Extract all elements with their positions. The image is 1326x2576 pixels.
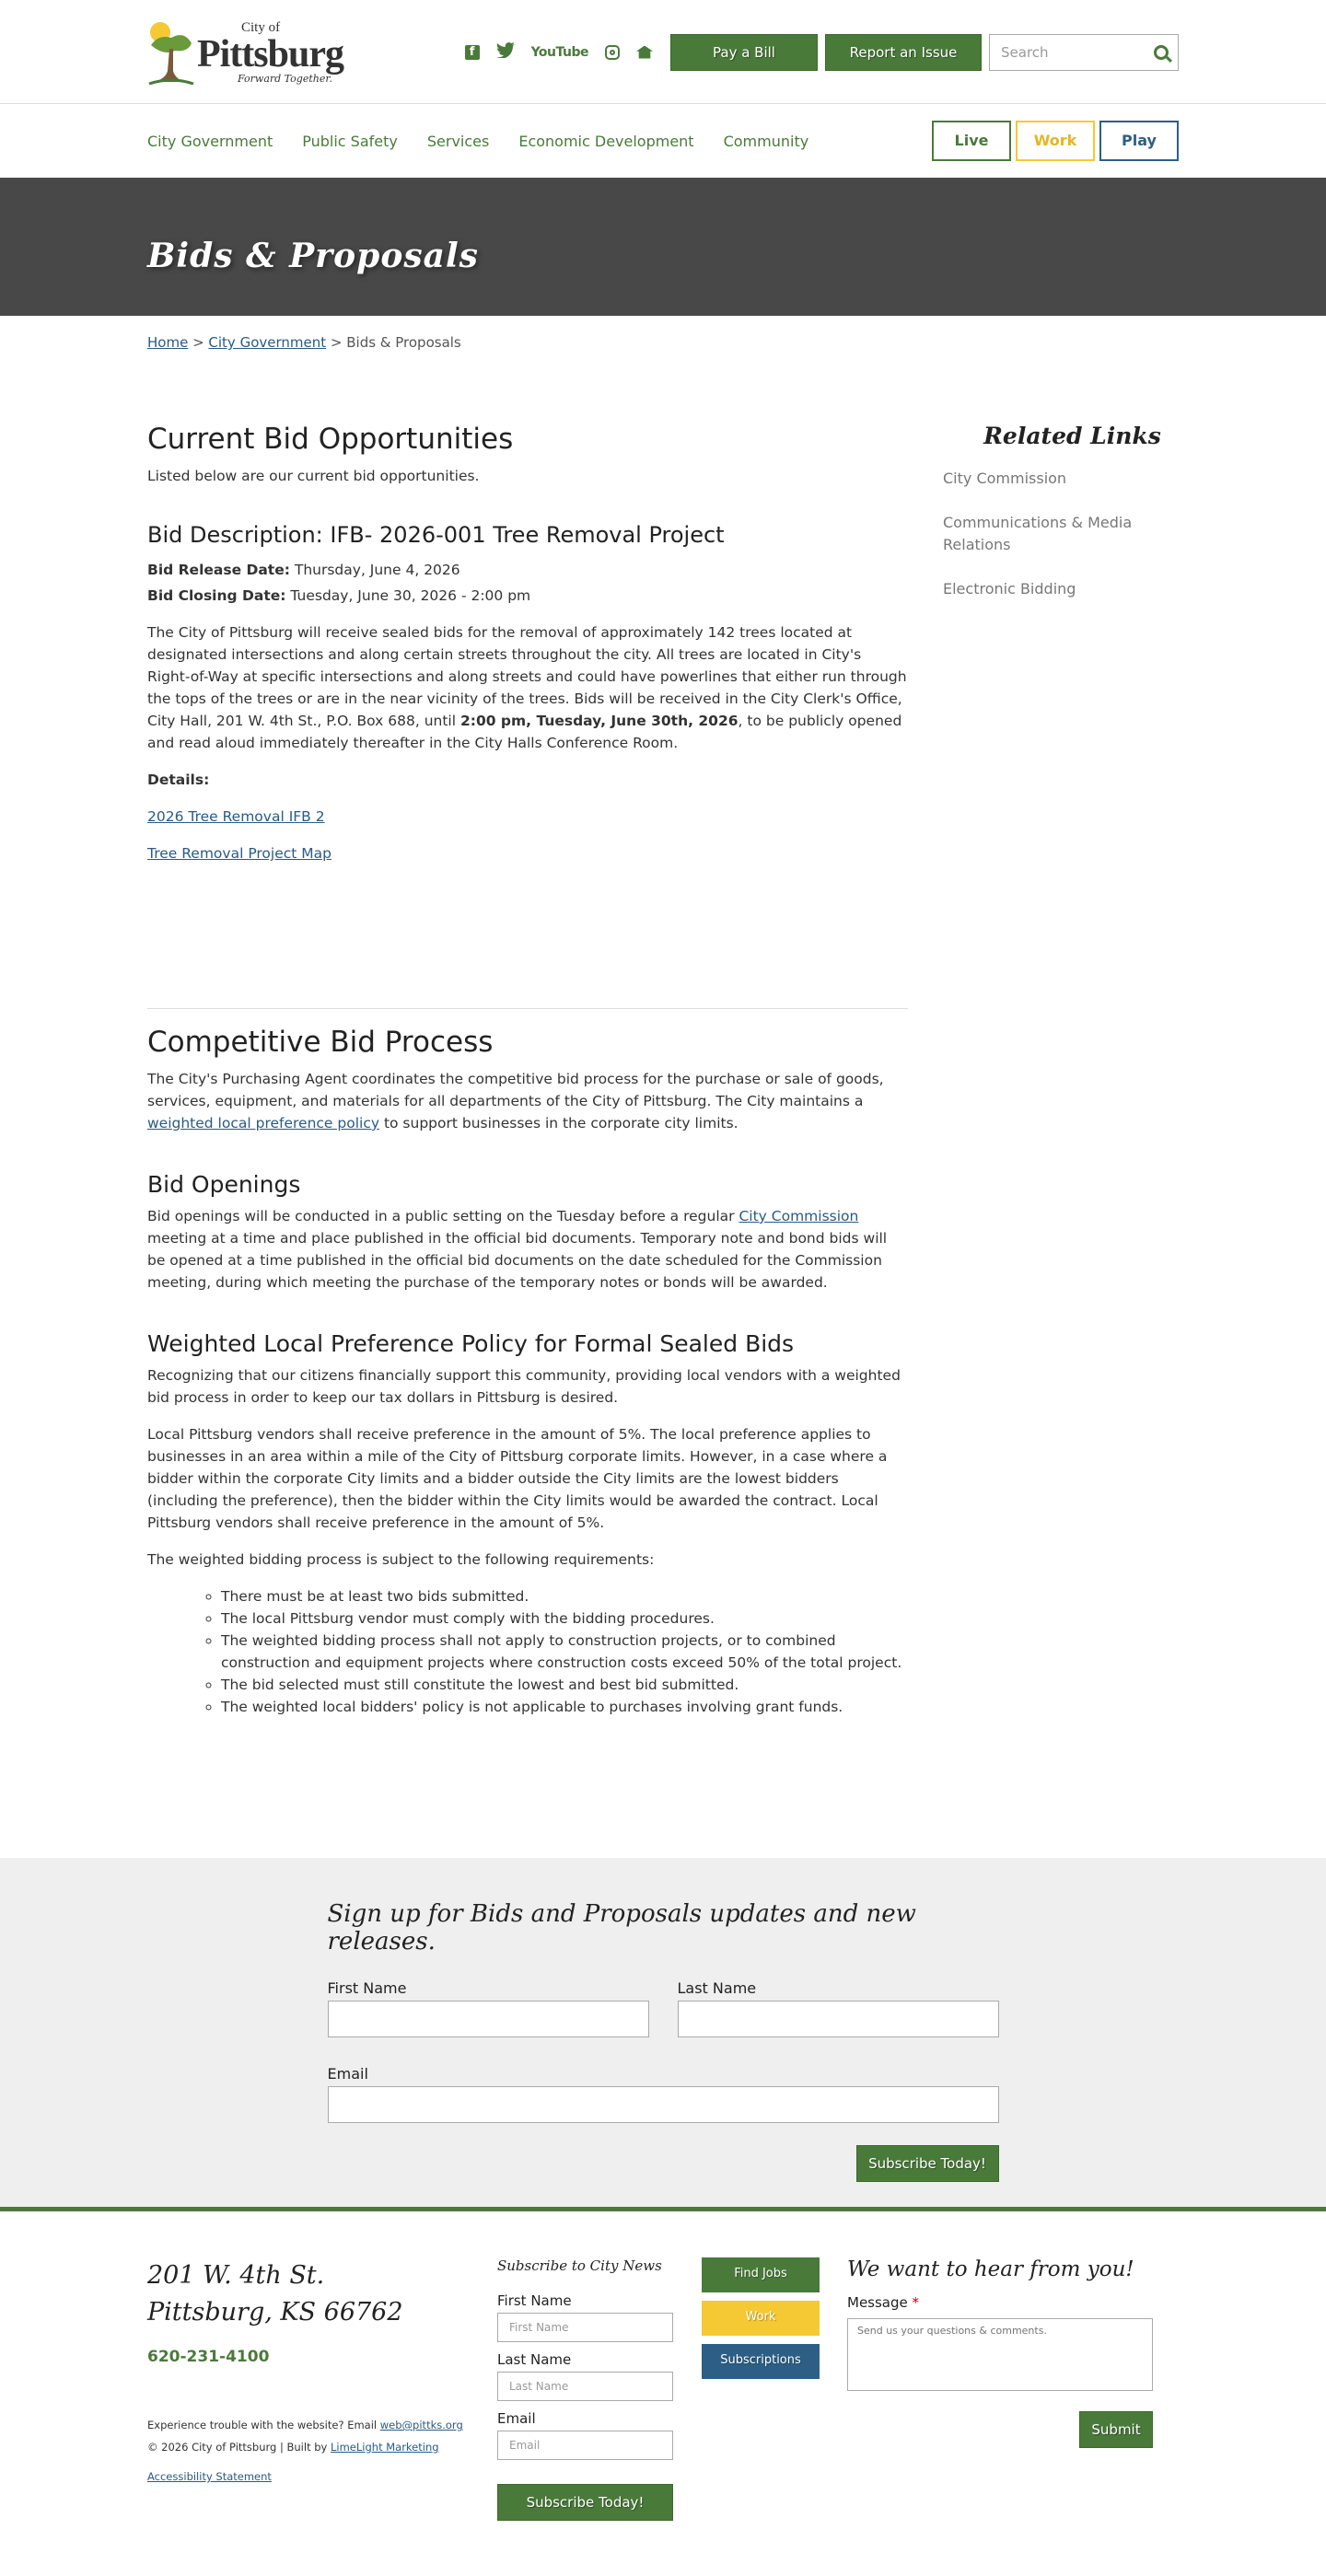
address-line: 201 W. 4th St. [147,2261,325,2290]
bid-release-date [147,559,908,581]
last-name-input[interactable] [678,2001,999,2037]
nextdoor-icon[interactable] [636,46,653,59]
main-area [147,423,1179,1733]
email-group [328,2065,999,2123]
related-links-sidebar [943,423,1179,1733]
footer-work-button[interactable]: Work [702,2301,820,2336]
nav-item-public-safety[interactable]: Public Safety [302,132,398,150]
details-label [147,769,908,791]
weighted-intro: Recognizing that our citizens financially support this community, providing local vendors with a weighted bid process in order to keep our tax dollars in Pittsburg is desired. [147,1367,901,1406]
release-value: Thursday, June 4, 2026 [289,562,460,578]
requirements-list [221,1585,908,1718]
openings-body [147,1205,908,1294]
subscribe-button[interactable]: Subscribe Today! [856,2145,999,2182]
footer-email-label: Email [497,2410,536,2427]
first-name-input[interactable] [328,2001,649,2037]
related-links-title: Related Links [983,423,1161,449]
search-box [989,34,1179,71]
signup-section [0,1858,1326,2211]
footer-legal [147,2414,497,2488]
list-item: ◦ The local Pittsburg vendor must comply with the bidding procedures. [221,1607,908,1630]
current-bids-heading: Current Bid Opportunities [147,423,514,456]
list-item: ◦ There must be at least two bids submitted. [221,1585,908,1607]
bid-deadline: 2:00 pm, Tuesday, June 30th, 2026 [459,713,739,729]
phone-number[interactable]: 620-231-4100 [147,2348,270,2366]
accessibility-link[interactable]: Accessibility Statement [147,2470,272,2483]
work-button[interactable]: Work [1016,121,1095,161]
report-issue-button[interactable]: Report an Issue [825,34,982,71]
weighted-detail: Local Pittsburg vendors shall receive preference in the amount of 5%. The local preference applies to businesses in an area within a mile of the City of Pittsburg corporate limits. However, in a case where a bidder within the corporate City limits and a bidder outside the City limits are the lowest bidders (including the preference), then the bidder within the City limits would be awarded the contract. Local Pittsburg vendors shall receive preference in the amount of 5%. [147,1426,888,1531]
nav-item-community[interactable]: Community [723,132,809,150]
site-footer [0,2211,1326,2572]
bid-body-text: , to be publicly opened and read aloud immediately thereafter in the City Halls Conference Room. [147,713,902,751]
submit-row [847,2411,1153,2448]
openings-text: Bid openings will be conducted in a public setting on the Tuesday before a regular [147,1208,739,1224]
bid-body [147,621,908,754]
footer-contact [847,2257,1153,2521]
newsletter-title: Subscribe to City News [497,2257,662,2274]
logo-city-of: City of [241,19,281,35]
last-name-group [678,1979,999,2037]
copyright-line [147,2436,497,2458]
builder-link[interactable]: LimeLight Marketing [331,2441,439,2454]
search-input[interactable] [1001,44,1139,61]
footer-newsletter [497,2257,702,2521]
list-item: ◦ The bid selected must still constitute the lowest and best bid submitted. [221,1674,908,1696]
page-banner [0,178,1326,316]
play-button[interactable]: Play [1099,121,1179,161]
ifb-document-link[interactable]: 2026 Tree Removal IFB 2 [147,808,325,825]
closing-label: Bid Closing Date: [147,587,286,604]
tree-logo-icon [147,17,195,87]
openings-heading: Bid Openings [147,1171,301,1198]
city-commission-link[interactable]: City Commission [739,1208,859,1224]
competitive-text: to support businesses in the corporate city limits. [379,1115,739,1131]
competitive-text: The City's Purchasing Agent coordinates the competitive bid process for the purchase or sale of goods, services, equipment, and materials for all departments of the City of Pittsburg. The City maintains a [147,1071,884,1109]
bid-body-text: The City of Pittsburg will receive sealed bids for the removal of approximately 142 trees located at designated intersections and along certain streets throughout the city. All trees are located in City's Right-of-Way at specific intersections and along streets and could have powerlines that either run through the tops of the trees or are in the near vicinity of the trees. Bids will be received in the City Clerk's Office, City Hall, 201 W. 4th St., P.O. Box 688, until [147,624,907,729]
footer-first-name-label: First Name [497,2292,572,2309]
openings-text: meeting at a time and place published in the official bid documents. Temporary note and bond bids will be opened at a time published in the official bid documents on the date scheduled for the Commission meeting, during which meeting the purchase of the temporary notes or bonds will be awarded. [147,1230,888,1291]
live-work-play [927,121,1179,161]
footer-last-name-input[interactable] [497,2372,673,2401]
weighted-requirements-intro: The weighted bidding process is subject to the following requirements: [147,1551,655,1568]
email-input[interactable] [328,2086,999,2123]
accessibility-row [147,2466,497,2488]
address-line: Pittsburg, KS 66762 [147,2298,403,2327]
nav-item-city-government[interactable]: City Government [147,132,273,150]
competitive-body [147,1068,908,1134]
facebook-icon[interactable]: f [465,45,480,60]
breadcrumb [147,316,1179,351]
first-name-group [328,1979,649,2037]
breadcrumb-separator: > [326,334,347,351]
first-name-label: First Name [327,1979,407,1997]
main-nav [0,104,1326,178]
submit-button[interactable]: Submit [1079,2411,1153,2448]
bid-closing-date [147,585,908,607]
trouble-text: Experience trouble with the website? Email [147,2419,380,2431]
main-content [147,423,908,1733]
breadcrumb-home[interactable]: Home [147,334,189,351]
nav-links [147,133,838,150]
competitive-heading: Competitive Bid Process [147,1026,494,1059]
live-button[interactable]: Live [932,121,1011,161]
sidebar-link-communications[interactable]: Communications & Media Relations [943,514,1133,553]
breadcrumb-separator: > [188,334,209,351]
footer-subscribe-button[interactable]: Subscribe Today! [497,2484,673,2521]
bid-title: Bid Description: IFB- 2026-001 Tree Removal Project [147,522,725,548]
message-label [847,2294,1153,2311]
name-row [328,1979,999,2037]
logo-name: Pittsburg [197,32,343,75]
list-item: ◦ The weighted local bidders' policy is not applicable to purchases involving grant funds. [221,1696,908,1718]
header-actions [457,34,1179,71]
twitter-icon[interactable] [496,42,515,63]
footer-address [147,2257,497,2521]
logo-tagline: Forward Together. [238,72,332,85]
required-mark: * [912,2294,920,2311]
youtube-icon[interactable]: YouTube [530,44,588,60]
email-label: Email [327,2065,368,2083]
weighted-policy-link[interactable]: weighted local preference policy [147,1115,380,1131]
logo-text [197,21,343,84]
webmaster-email-link[interactable]: web@pittks.org [379,2419,463,2431]
subscriptions-button[interactable]: Subscriptions [702,2344,820,2379]
breadcrumb-current: Bids & Proposals [346,334,461,351]
weighted-heading: Weighted Local Preference Policy for Formal Sealed Bids [147,1330,795,1357]
nav-item-services[interactable]: Services [426,132,490,150]
section-divider [147,1008,908,1009]
find-jobs-button[interactable]: Find Jobs [702,2257,820,2292]
sidebar-link-city-commission[interactable]: City Commission [943,470,1067,487]
current-bids-intro: Listed below are our current bid opportunities. [147,468,480,484]
map-link-row [147,842,908,864]
site-header [0,0,1326,104]
last-name-label: Last Name [677,1979,757,1997]
search-icon[interactable] [1154,45,1169,60]
contact-title: We want to hear from you! [847,2257,1134,2281]
ifb-link-row [147,806,908,828]
footer-quick-buttons [702,2257,847,2521]
message-label-text: Message [847,2294,908,2311]
footer-email-input[interactable] [497,2431,673,2460]
copyright-text: © 2026 City of Pittsburg | Built by [147,2441,331,2454]
city-logo[interactable] [147,16,343,89]
page-title: Bids & Proposals [147,237,479,275]
release-label: Bid Release Date: [147,562,290,578]
social-links [457,42,661,63]
details-label-text: Details: [147,772,210,788]
closing-value: Tuesday, June 30, 2026 - 2:00 pm [285,587,531,604]
pay-bill-button[interactable]: Pay a Bill [670,34,818,71]
breadcrumb-city-government[interactable]: City Government [208,334,327,351]
project-map-link[interactable]: Tree Removal Project Map [147,845,332,862]
list-item: ◦ The weighted bidding process shall not apply to construction projects, or to combined construction and equipment projects where construction costs exceed 50% of the total project. [221,1630,908,1674]
sidebar-link-electronic-bidding[interactable]: Electronic Bidding [943,580,1076,598]
instagram-icon[interactable] [605,45,620,60]
message-textarea[interactable] [847,2318,1153,2391]
signup-button-row [328,2145,999,2182]
nav-item-economic-development[interactable]: Economic Development [518,132,694,150]
signup-title: Sign up for Bids and Proposals updates and new releases. [327,1900,916,1955]
footer-last-name-label: Last Name [497,2351,572,2368]
trouble-line [147,2414,497,2436]
footer-first-name-input[interactable] [497,2313,673,2342]
